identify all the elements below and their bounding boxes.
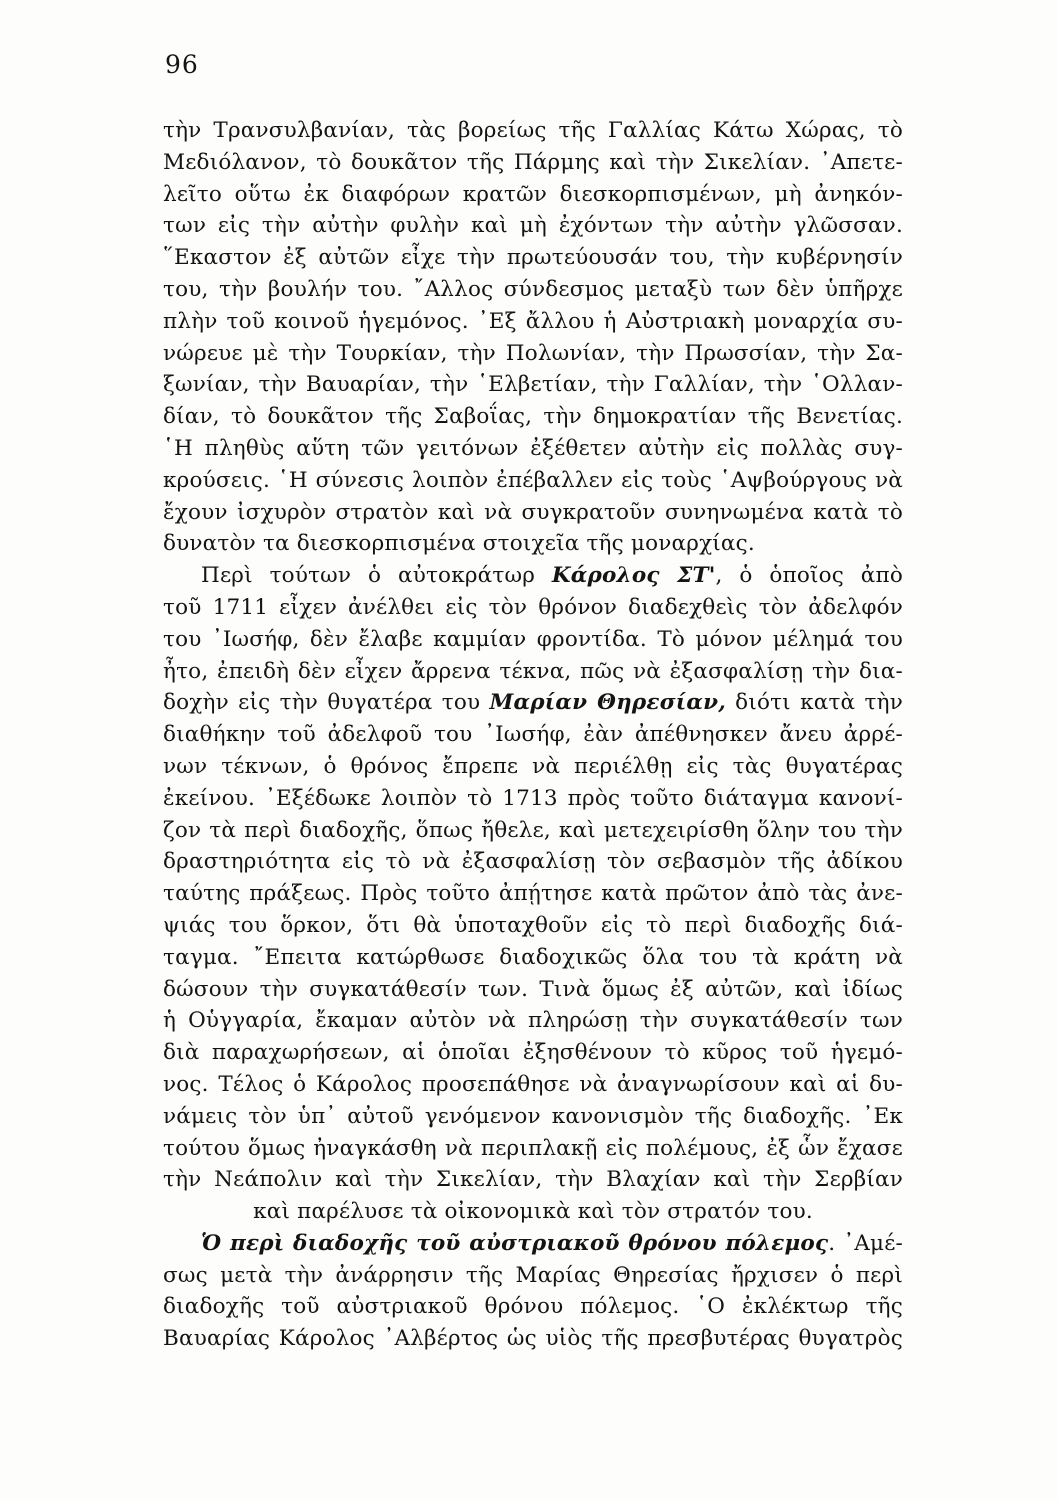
text-line (163, 1228, 903, 1260)
text-line (163, 560, 903, 592)
text-line: τούτου ὅμως ἠναγκάσθη νὰ περιπλακῇ εἰς πολέμους, ἐξ ὧν ἔχασε (163, 1135, 903, 1161)
text-line: ῾Η πληθὺς αὕτη τῶν γειτόνων ἐξέθετεν αὐτὴν εἰς πολλὰς συγ- (163, 435, 903, 461)
line-start: δοχὴν εἰς τὴν θυγατέρα του (163, 690, 490, 716)
text-line: ἐκείνου. ᾿Εξέδωκε λοιπὸν τὸ 1713 πρὸς τοῦτο διάταγμα κανονί- (163, 785, 903, 811)
text-line: ἡ Οὑγγαρία, ἔκαμαν αὐτὸν νὰ πληρώσῃ τὴν συγκατάθεσίν των (163, 1008, 903, 1034)
text-line: διὰ παραχωρήσεων, αἱ ὁποῖαι ἐξησθένουν τὸ κῦρος τοῦ ἡγεμό- (163, 1040, 903, 1066)
text-line: ψιάς του ὅρκον, ὅτι θὰ ὑποταχθοῦν εἰς τὸ περὶ διαδοχῆς διά- (163, 912, 903, 938)
text-line: διαδοχῆς τοῦ αὐστριακοῦ θρόνου πόλεμος. ῾Ο ἐκλέκτωρ τῆς (163, 1294, 903, 1320)
text-line (163, 528, 903, 560)
text-line: του, τὴν βουλήν του. ῎Αλλος σύνδεσμος μεταξὺ των δὲν ὑπῆρχε (163, 276, 903, 302)
text-line: δίαν, τὸ δουκᾶτον τῆς Σαβοΐας, τὴν δημοκρατίαν τῆς Βενετίας. (163, 404, 903, 430)
text-line: κρούσεις. ῾Η σύνεσις λοιπὸν ἐπέβαλλεν εἰς τοὺς ῾Αψβούργους νὰ (163, 467, 903, 493)
text-line: ἔχουν ἰσχυρὸν στρατὸν καὶ νὰ συγκρατοῦν συνηνωμένα κατὰ τὸ (163, 499, 903, 525)
text-line: καὶ παρέλυσε τὰ οἰκονομικὰ καὶ τὸν στρατόν του. (253, 1199, 813, 1225)
text-line: διαθήκην τοῦ ἀδελφοῦ του ᾿Ιωσήφ, ἐὰν ἀπέθνησκεν ἄνευ ἀρρέ- (163, 722, 903, 748)
text-line: τὴν Νεάπολιν καὶ τὴν Σικελίαν, τὴν Βλαχίαν καὶ τὴν Σερβίαν (163, 1167, 903, 1193)
line-end: . ᾿Αμέ- (828, 1230, 903, 1256)
text-line: λεῖτο οὕτω ἐκ διαφόρων κρατῶν διεσκορπισμένων, μὴ ἀνηκόν- (163, 181, 903, 207)
text-line: Μεδιόλανον, τὸ δουκᾶτον τῆς Πάρμης καὶ τὴν Σικελίαν. ᾿Απετε- (163, 149, 903, 175)
text-line: νάμεις τὸν ὑπ᾿ αὐτοῦ γενόμενον κανονισμὸν τῆς διαδοχῆς. ᾿Εκ (163, 1103, 903, 1129)
section-heading: Ὁ περὶ διαδοχῆς τοῦ αὐστριακοῦ θρόνου πόλεμος (201, 1230, 829, 1256)
text-line: των εἰς τὴν αὐτὴν φυλὴν καὶ μὴ ἐχόντων τὴν αὐτὴν γλῶσσαν. (163, 213, 903, 239)
text-line: ζον τὰ περὶ διαδοχῆς, ὅπως ἤθελε, καὶ μετεχειρίσθη ὅλην του τὴν (163, 817, 903, 843)
text-line: νων τέκνων, ὁ θρόνος ἔπρεπε νὰ περιέλθῃ εἰς τὰς θυγατέρας (163, 753, 903, 779)
text-line: δραστηριότητα εἰς τὸ νὰ ἐξασφαλίσῃ τὸν σεβασμὸν τῆς ἀδίκου (163, 849, 903, 875)
page-number: 96 (165, 50, 199, 79)
text-line: νώρευε μὲ τὴν Τουρκίαν, τὴν Πολωνίαν, τὴν Πρωσσίαν, τὴν Σα- (163, 340, 903, 366)
text-line-content: δυνατὸν τα διεσκορπισμένα στοιχεῖα τῆς μοναρχίας. (163, 531, 755, 557)
text-line: νος. Τέλος ὁ Κάρολος προσεπάθησε νὰ ἀναγνωρίσουν καὶ αἱ δυ- (163, 1071, 903, 1097)
text-line: σως μετὰ τὴν ἀνάρρησιν τῆς Μαρίας Θηρεσίας ἤρχισεν ὁ περὶ (163, 1262, 903, 1288)
body-text (163, 115, 903, 1355)
text-line: ῞Εκαστον ἐξ αὐτῶν εἶχε τὴν πρωτεύουσάν του, τὴν κυβέρνησίν (163, 245, 903, 271)
text-line: Βαυαρίας Κάρολος ᾿Αλβέρτος ὡς υἱὸς τῆς πρεσβυτέρας θυγατρὸς (163, 1326, 903, 1352)
line-start: Περὶ τούτων ὁ αὐτοκράτωρ (201, 563, 552, 589)
text-line: ταύτης πράξεως. Πρὸς τοῦτο ἀπῄτησε κατὰ πρῶτον ἀπὸ τὰς ἀνε- (163, 881, 903, 907)
line-end: διότι κατὰ τὴν (725, 690, 903, 716)
text-line: πλὴν τοῦ κοινοῦ ἡγεμόνος. ᾿Εξ ἄλλου ἡ Αὐστριακὴ μοναρχία συ- (163, 308, 903, 334)
text-line (163, 687, 903, 719)
text-line: δώσουν τὴν συγκατάθεσίν των. Τινὰ ὅμως ἐξ αὐτῶν, καὶ ἰδίως (163, 976, 903, 1002)
text-line: ἦτο, ἐπειδὴ δὲν εἶχεν ἄρρενα τέκνα, πῶς νὰ ἐξασφαλίσῃ τὴν δια- (163, 658, 903, 684)
text-line: ταγμα. ῎Επειτα κατώρθωσε διαδοχικῶς ὅλα του τὰ κράτη νὰ (163, 944, 903, 970)
emphasized-name: Μαρίαν Θηρεσίαν, (489, 690, 726, 716)
text-line: τοῦ 1711 εἶχεν ἀνέλθει εἰς τὸν θρόνον διαδεχθεὶς τὸν ἀδελφόν (163, 594, 903, 620)
line-end: , ὁ ὁποῖος ἀπὸ (715, 563, 903, 589)
text-line: τὴν Τρανσυλβανίαν, τὰς βορείως τῆς Γαλλίας Κάτω Χώρας, τὸ (163, 118, 903, 143)
text-line: ξωνίαν, τὴν Βαυαρίαν, τὴν ῾Ελβετίαν, τὴν Γαλλίαν, τὴν ῾Ολλαν- (163, 372, 903, 398)
emphasized-name: Κάρολος ΣΤ' (551, 563, 716, 589)
text-line: του ᾿Ιωσήφ, δὲν ἔλαβε καμμίαν φροντίδα. Τὸ μόνον μέλημά του (163, 626, 903, 652)
